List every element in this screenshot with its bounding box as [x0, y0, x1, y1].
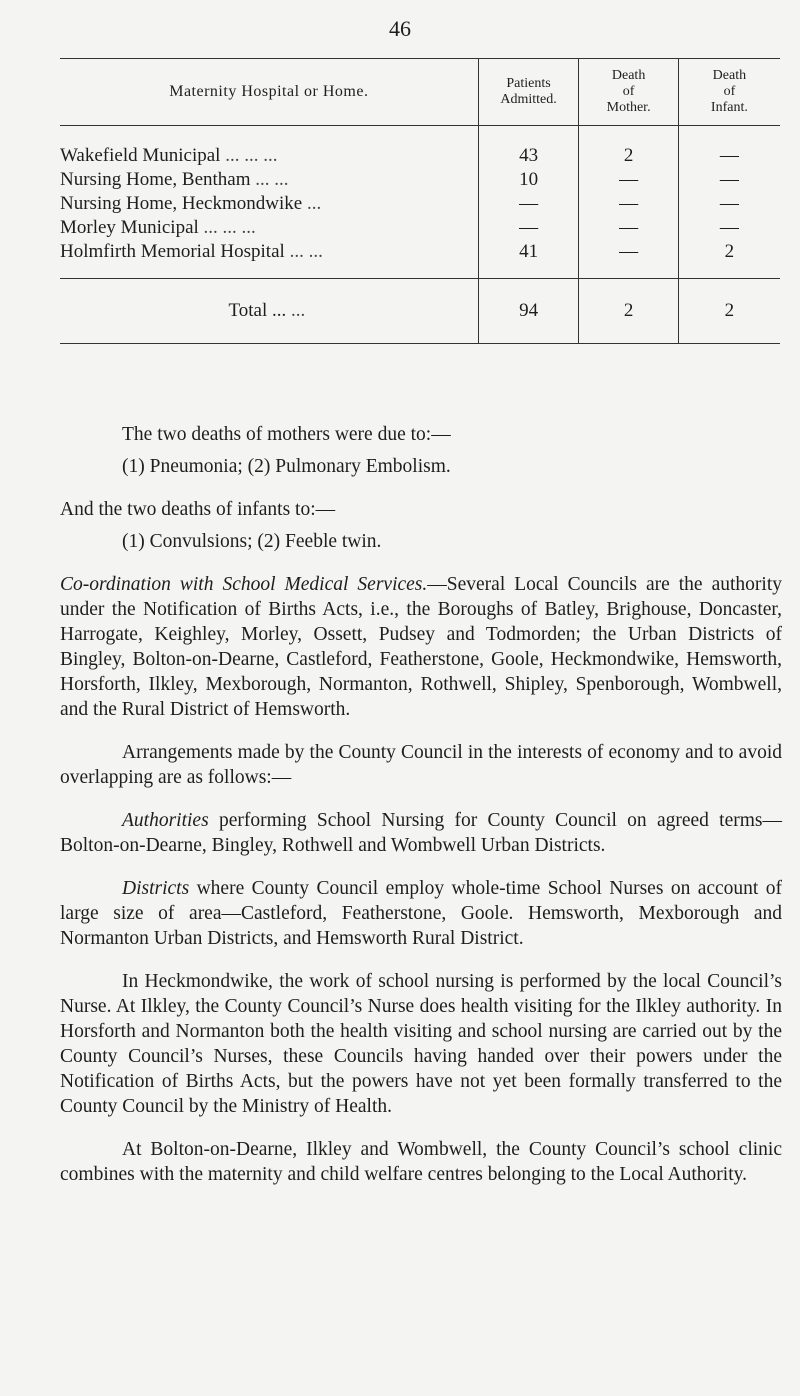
mother-death-cell: 2: [579, 144, 678, 168]
mother-death-cell: —: [579, 168, 678, 192]
hospital-name-text: Nursing Home, Heckmondwike: [60, 193, 303, 214]
patients-cell: —: [478, 192, 579, 216]
infant-death-cell: —: [678, 216, 780, 240]
hospital-name-text: Wakefield Municipal: [60, 145, 221, 166]
hospital-name-text: Holmfirth Memorial Hospital: [60, 241, 285, 262]
table-header-row: [60, 59, 780, 126]
section-heading-coordination: Co-ordination with School Medical Services.: [60, 574, 428, 595]
header-death-mother: [579, 59, 678, 126]
hospital-name-text: Morley Municipal: [60, 217, 199, 238]
header-mother-line: of: [622, 84, 635, 99]
hospital-name-text: Nursing Home, Bentham: [60, 169, 251, 190]
leader-dots: ...: [290, 300, 306, 321]
header-patients-line: Admitted.: [500, 92, 557, 107]
districts-text: where County Council employ whole-time School Nurses on account of large size of area—Castleford, Featherstone, Goole. Hemsworth, Mexborough and Normanton Urban Districts, and Hemsworth Rural District.: [60, 878, 782, 949]
leader-dots: ...: [306, 193, 322, 214]
coordination-text: —Several Local Councils are the authority under the Notification of Births Acts, i.e., the Boroughs of Batley, Brighouse, Doncaster, Harrogate, Keighley, Morley, Ossett, Pudsey and Todmorden; the Urban Districts of Bingley, Bolton-on-Dearne, Castleford, Featherstone, Goole, Heckmondwike, Hemsworth, Horsforth, Ilkley, Mexborough, Normanton, Rothwell, Shipley, Spenborough, Wombwell, and the Rural District of Hemsworth.: [60, 574, 782, 720]
leader-dots: ... ... ...: [203, 217, 256, 238]
header-death-infant: [678, 59, 780, 126]
header-mother-line: Mother.: [606, 100, 651, 115]
paragraph-authorities: [60, 808, 782, 858]
header-infant-line: Infant.: [710, 100, 748, 115]
header-patients-line: Patients: [506, 76, 551, 91]
paragraph-clinics: At Bolton-on-Dearne, Ilkley and Wombwell, the County Council’s school clinic combines with the maternity and child welfare centres belonging to the Local Authority.: [60, 1139, 782, 1185]
paragraph-arrangements: Arrangements made by the County Council in the interests of economy and to avoid overlapping are as follows:—: [60, 742, 782, 788]
hospital-name: [60, 216, 478, 240]
paragraph-infant-deaths: And the two deaths of infants to:—: [60, 499, 336, 520]
table-row: [60, 216, 780, 240]
header-infant-line: of: [723, 84, 736, 99]
total-mother-deaths: 2: [579, 279, 678, 344]
paragraph-heckmondwike: In Heckmondwike, the work of school nursing is performed by the local Council’s Nurse. At Ilkley, the County Council’s Nurse does health visiting for the Ilkley authority. In Horsforth and Normanton both the health visiting and school nursing are carried out by the County Council’s Nurses, these Councils having handed over their powers under the Notification of Births Acts, but the powers have not yet been formally transferred to the County Council by the Ministry of Health.: [60, 971, 782, 1117]
leader-dots: ... ... ...: [225, 145, 278, 166]
infant-death-cell: 2: [678, 240, 780, 264]
authorities-text: performing School Nursing for County Council on agreed terms—Bolton-on-Dearne, Bingley, Rothwell and Wombwell Urban Districts.: [60, 810, 782, 856]
paragraph-coordination: [60, 572, 782, 722]
maternity-table: [60, 58, 780, 344]
total-patients: 94: [478, 279, 579, 344]
mother-death-cell: —: [579, 216, 678, 240]
hospital-name: [60, 240, 478, 264]
patients-cell: 41: [478, 240, 579, 264]
table-row: [60, 240, 780, 264]
infant-death-cell: —: [678, 144, 780, 168]
total-infant-deaths: 2: [678, 279, 780, 344]
table-row: [60, 192, 780, 216]
header-patients: [478, 59, 579, 126]
total-label: [60, 279, 478, 344]
hospital-name: [60, 144, 478, 168]
table-row: [60, 144, 780, 168]
mother-death-cell: —: [579, 192, 678, 216]
header-infant-line: Death: [712, 68, 747, 83]
list-mother-causes: (1) Pneumonia; (2) Pulmonary Embolism.: [122, 456, 451, 477]
patients-cell: —: [478, 216, 579, 240]
heading-districts: Districts: [122, 878, 190, 899]
infant-death-cell: —: [678, 168, 780, 192]
paragraph-mother-deaths: The two deaths of mothers were due to:—: [122, 424, 451, 445]
heading-authorities: Authorities: [122, 810, 209, 831]
patients-cell: 10: [478, 168, 579, 192]
patients-cell: 43: [478, 144, 579, 168]
list-infant-causes: (1) Convulsions; (2) Feeble twin.: [122, 531, 382, 552]
header-mother-line: Death: [611, 68, 646, 83]
page-number: 46: [389, 16, 411, 41]
paragraph-districts: [60, 876, 782, 951]
leader-dots: ... ...: [289, 241, 323, 262]
table-spacer: [60, 264, 780, 279]
hospital-name: [60, 168, 478, 192]
body-text: [60, 422, 782, 1187]
table-spacer: [60, 126, 780, 145]
infant-death-cell: —: [678, 192, 780, 216]
header-hospital: Maternity Hospital or Home.: [60, 59, 478, 126]
leader-dots: ... ...: [255, 169, 289, 190]
total-row: [60, 279, 780, 344]
total-label-text: Total ...: [228, 300, 287, 321]
table-row: [60, 168, 780, 192]
mother-death-cell: —: [579, 240, 678, 264]
hospital-name: [60, 192, 478, 216]
